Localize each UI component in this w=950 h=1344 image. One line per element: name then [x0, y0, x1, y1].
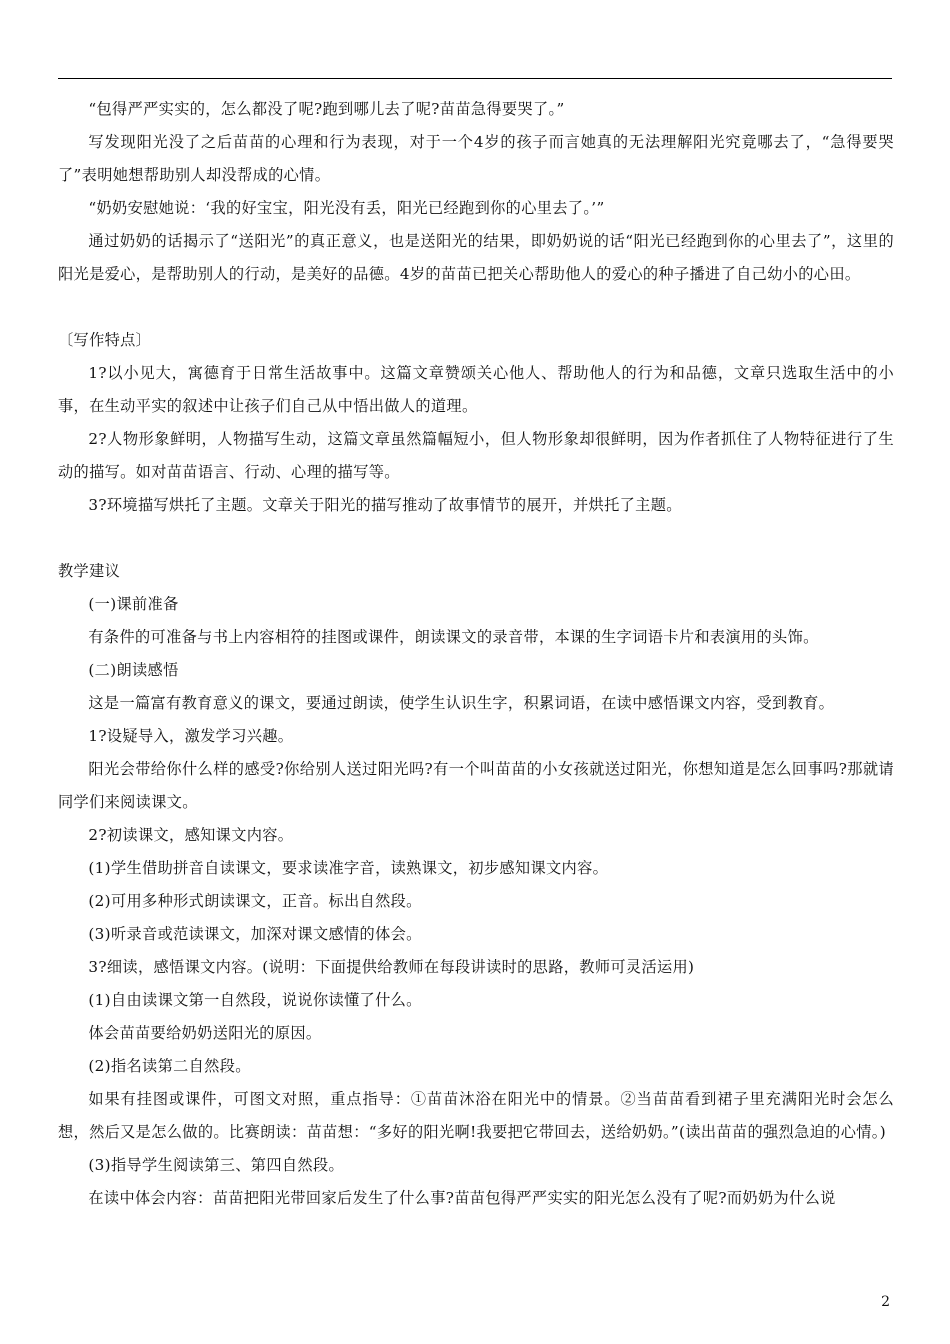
subheading: (二)朗读感悟 [88, 661, 179, 679]
paragraph: 2?初读课文，感知课文内容。 [88, 826, 294, 844]
header-rule [58, 78, 892, 79]
paragraph: 3?环境描写烘托了主题。文章关于阳光的描写推动了故事情节的展开，并烘托了主题。 [88, 496, 682, 514]
paragraph: (3)指导学生阅读第三、第四自然段。 [88, 1156, 345, 1174]
paragraph: (2)可用多种形式朗读课文，正音。标出自然段。 [88, 892, 422, 910]
paragraph: 3?细读，感悟课文内容。(说明：下面提供给教师在每段讲读时的思路，教师可灵活运用) [88, 958, 695, 976]
paragraph: 体会苗苗要给奶奶送阳光的原因。 [88, 1024, 322, 1042]
paragraph: 写发现阳光没了之后苗苗的心理和行为表现，对于一个4岁的孩子而言她真的无法理解阳光究竟哪去了，“急得要哭了”表明她想帮助别人却没帮成的心情。 [58, 133, 894, 184]
paragraph: 1?以小见大，寓德育于日常生活故事中。这篇文章赞颂关心他人、帮助他人的行为和品德，文章只选取生活中的小事，在生动平实的叙述中让孩子们自己从中悟出做人的道理。 [58, 364, 894, 415]
spacer [58, 291, 894, 324]
page-number: 2 [881, 1294, 890, 1310]
paragraph: (3)听录音或范读课文，加深对课文感情的体会。 [88, 925, 422, 943]
section-heading: 教学建议 [58, 562, 121, 580]
paragraph: 阳光会带给你什么样的感受?你给别人送过阳光吗?有一个叫苗苗的小女孩就送过阳光，你想知道是怎么回事吗?那就请同学们来阅读课文。 [58, 760, 894, 811]
paragraph: (2)指名读第二自然段。 [88, 1057, 251, 1075]
paragraph: (1)学生借助拼音自读课文，要求读准字音，读熟课文，初步感知课文内容。 [88, 859, 609, 877]
section-heading: 〔写作特点〕 [58, 331, 152, 349]
paragraph: 1?设疑导入，激发学习兴趣。 [88, 727, 294, 745]
paragraph: “奶奶安慰她说：‘我的好宝宝，阳光没有丢，阳光已经跑到你的心里去了。’” [88, 199, 605, 217]
subheading: (一)课前准备 [88, 595, 179, 613]
paragraph: (1)自由读课文第一自然段，说说你读懂了什么。 [88, 991, 422, 1009]
spacer [58, 522, 894, 555]
body-text [58, 93, 894, 1215]
paragraph: “包得严严实实的，怎么都没了呢?跑到哪儿去了呢?苗苗急得要哭了。” [88, 100, 565, 118]
paragraph: 2?人物形象鲜明，人物描写生动，这篇文章虽然篇幅短小，但人物形象却很鲜明，因为作者抓住了人物特征进行了生动的描写。如对苗苗语言、行动、心理的描写等。 [58, 430, 894, 481]
paragraph: 这是一篇富有教育意义的课文，要通过朗读，使学生认识生字，积累词语，在读中感悟课文内容，受到教育。 [88, 694, 835, 712]
paragraph: 有条件的可准备与书上内容相符的挂图或课件，朗读课文的录音带，本课的生字词语卡片和表演用的头饰。 [88, 628, 819, 646]
paragraph: 如果有挂图或课件，可图文对照，重点指导：①苗苗沐浴在阳光中的情景。②当苗苗看到裙子里充满阳光时会怎么想，然后又是怎么做的。比赛朗读：苗苗想：“多好的阳光啊!我要把它带回去，送给奶奶。”(读出苗苗的强烈急迫的心情。) [58, 1090, 894, 1141]
paragraph: 通过奶奶的话揭示了“送阳光”的真正意义，也是送阳光的结果，即奶奶说的话“阳光已经跑到你的心里去了”，这里的阳光是爱心，是帮助别人的行动，是美好的品德。4岁的苗苗已把关心帮助他人的爱心的种子播进了自己幼小的心田。 [58, 232, 894, 283]
paragraph: 在读中体会内容：苗苗把阳光带回家后发生了什么事?苗苗包得严严实实的阳光怎么没有了呢?而奶奶为什么说 [88, 1189, 836, 1207]
